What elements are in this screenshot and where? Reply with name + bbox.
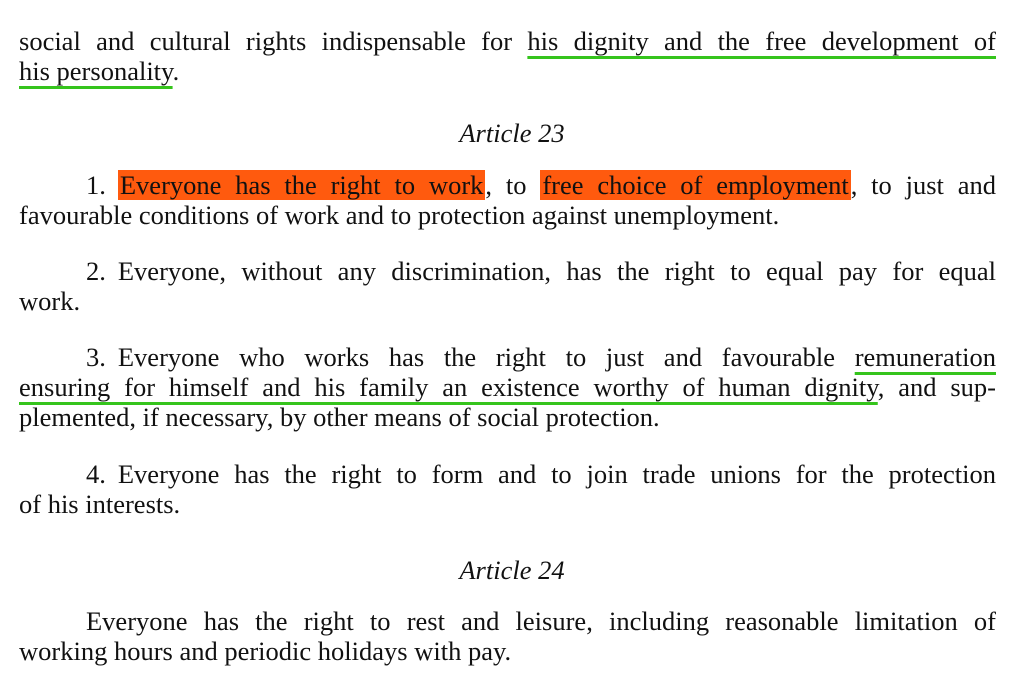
paragraph-23-3-line-1 xyxy=(86,342,996,372)
paragraph-23-3-line-2 xyxy=(19,372,996,402)
paragraph-number: 3. xyxy=(86,342,106,372)
paragraph-23-3-line-3: plemented, if necessary, by other means of social protection. xyxy=(19,402,660,432)
paragraph-number: 1. xyxy=(86,170,106,200)
article-23-heading: Article 23 xyxy=(459,118,565,148)
paragraph-23-2-line-1 xyxy=(86,256,996,286)
underlined-phrase-personality: his personality xyxy=(19,56,173,86)
paragraph-24-line-1: Everyone has the right to rest and leisure, including reasonable limitation of xyxy=(86,606,996,636)
paragraph-23-4-line-1 xyxy=(86,459,996,489)
paragraph-number: 4. xyxy=(86,459,106,489)
article-24-heading: Article 24 xyxy=(459,555,565,585)
paragraph-text: , to just and xyxy=(850,170,996,200)
intro-line-1 xyxy=(19,26,996,56)
intro-text-end: . xyxy=(172,56,180,86)
paragraph-text: Everyone has the right to form and to join trade unions for the protection xyxy=(117,459,996,489)
paragraph-text: Everyone who works has the right to just and favourable xyxy=(117,342,855,372)
paragraph-text: , and sup- xyxy=(877,372,997,402)
paragraph-23-2-line-2: work. xyxy=(19,286,81,316)
paragraph-23-1-line-1 xyxy=(86,170,996,200)
intro-text: social and cultural rights indispensable for xyxy=(19,26,528,56)
paragraph-number: 2. xyxy=(86,256,106,286)
highlighted-right-to-work: Everyone has the right to work xyxy=(119,170,484,200)
underlined-existence-worthy: ensuring for himself and his family an existence worthy of human dignity xyxy=(19,372,878,402)
paragraph-text: Everyone, without any discrimination, has the right to equal pay for equal xyxy=(117,256,996,286)
underlined-phrase-dignity: his dignity and the free development of xyxy=(527,26,996,56)
underlined-remuneration: remuneration xyxy=(854,342,996,372)
paragraph-23-4-line-2: of his interests. xyxy=(19,489,181,519)
paragraph-23-1-line-2: favourable conditions of work and to protection against unemployment. xyxy=(19,200,780,230)
paragraph-text: , to xyxy=(485,170,541,200)
highlighted-free-choice-employment: free choice of employment xyxy=(542,170,849,200)
paragraph-24-line-2: working hours and periodic holidays with pay. xyxy=(19,636,512,666)
intro-line-2 xyxy=(19,56,179,86)
